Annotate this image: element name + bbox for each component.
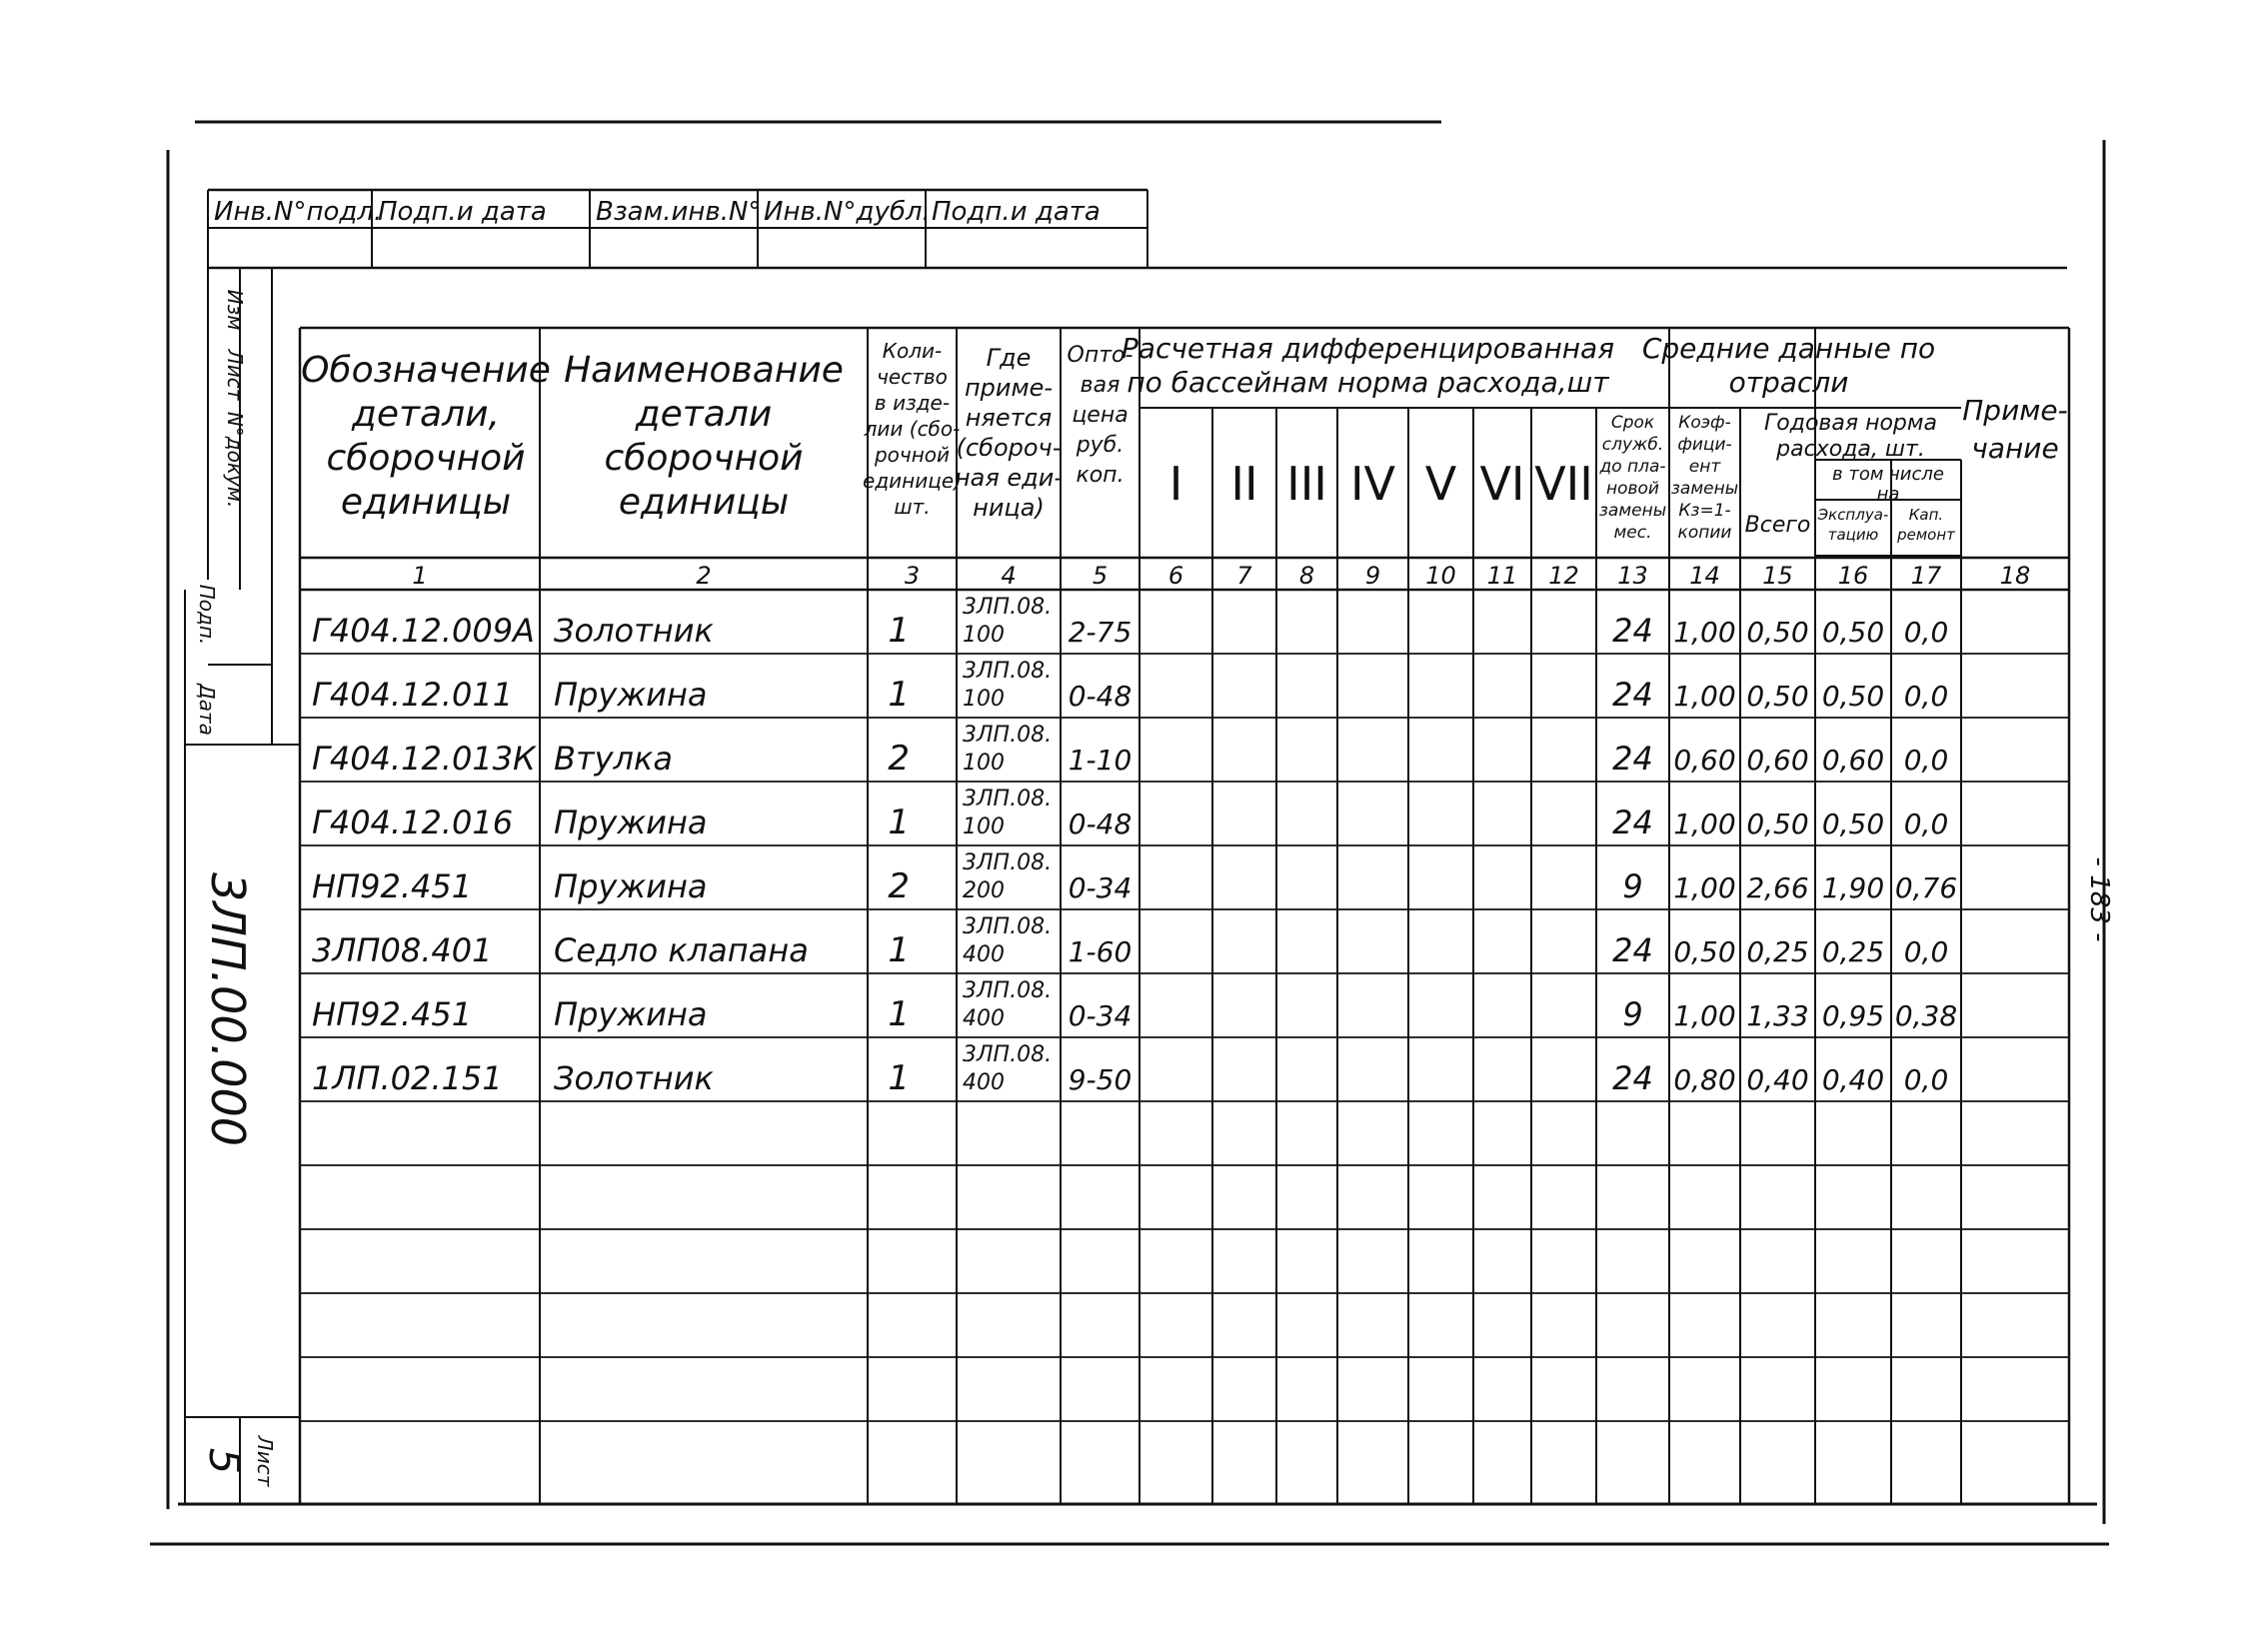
column-number: 2: [696, 562, 712, 590]
basin-roman: IV: [1349, 457, 1396, 511]
column-number: 11: [1486, 562, 1518, 590]
column-number: 9: [1364, 562, 1381, 590]
column-number: 18: [1999, 562, 2031, 590]
header-capital-repair: ремонт: [1897, 526, 1955, 544]
cell-coefficient: 1,00: [1673, 999, 1736, 1032]
cell-where-used: 100: [963, 751, 1005, 776]
header-total: Всего: [1744, 513, 1811, 538]
cell-where-used: 3ЛП.08.: [963, 659, 1053, 684]
cell-coefficient: 1,00: [1673, 616, 1736, 649]
cell-coefficient: 1,00: [1673, 871, 1736, 904]
header-name: сборочной: [604, 438, 804, 479]
strip-label: Лист: [223, 349, 247, 401]
cell-total: 0,25: [1746, 935, 1809, 968]
header-service-life: до пла-: [1599, 457, 1666, 477]
cell-name: Пружина: [554, 676, 708, 714]
cell-where-used: 100: [963, 687, 1005, 712]
cell-capital-repair: 0,38: [1894, 999, 1958, 1032]
cell-operation: 0,50: [1821, 616, 1885, 649]
header-name: Наименование: [564, 350, 844, 391]
cell-operation: 0,40: [1821, 1063, 1885, 1096]
cell-quantity: 1: [888, 1058, 910, 1098]
header-quantity: чество: [877, 365, 948, 389]
column-number: 16: [1837, 562, 1869, 590]
header-coefficient: фици-: [1677, 435, 1732, 455]
header-designation: сборочной: [326, 438, 526, 479]
cell-where-used: 400: [963, 942, 1005, 967]
cell-operation: 0,50: [1821, 680, 1885, 713]
header-coefficient: Коэф-: [1678, 413, 1731, 433]
basin-roman: VI: [1479, 457, 1525, 511]
stamp-cell-label: Подп.и дата: [932, 197, 1101, 227]
header-annual-norm: Годовая норма: [1764, 411, 1937, 436]
header-name: единицы: [618, 482, 790, 523]
cell-total: 0,50: [1746, 808, 1809, 840]
cell-operation: 0,60: [1821, 744, 1885, 777]
cell-operation: 0,25: [1821, 935, 1885, 968]
header-where-used: (сбороч-: [956, 434, 1062, 462]
top-stamp: [208, 190, 2067, 268]
cell-code: Г404.12.011: [312, 676, 514, 714]
cell-where-used: 3ЛП.08.: [963, 850, 1053, 875]
doc-number: 3ЛП.00.000: [201, 871, 255, 1147]
header-average-group: отрасли: [1728, 366, 1849, 399]
cell-where-used: 3ЛП.08.: [963, 1042, 1053, 1067]
column-number: 6: [1167, 562, 1184, 590]
page-number: - 183 -: [2084, 856, 2114, 942]
cell-where-used: 3ЛП.08.: [963, 723, 1053, 748]
cell-total: 2,66: [1746, 871, 1809, 904]
column-number: 15: [1762, 562, 1793, 590]
header-quantity: шт.: [894, 495, 931, 519]
column-number: 5: [1092, 562, 1109, 590]
cell-where-used: 400: [963, 1070, 1005, 1095]
cell-operation: 0,95: [1821, 999, 1885, 1032]
left-strip: [185, 190, 300, 1504]
cell-where-used: 3ЛП.08.: [963, 914, 1053, 939]
cell-price: 0-34: [1068, 871, 1132, 904]
cell-where-used: 400: [963, 1006, 1005, 1031]
header-name: детали: [635, 394, 773, 435]
header-operation: тацию: [1827, 526, 1879, 544]
cell-capital-repair: 0,76: [1894, 871, 1958, 904]
cell-code: Г404.12.009А: [312, 612, 535, 650]
cell-code: НП92.451: [312, 867, 473, 905]
header-price: вая: [1080, 373, 1121, 398]
header-quantity: лии (сбо-: [864, 417, 961, 441]
header-capital-repair: Кап.: [1908, 506, 1944, 524]
cell-service-life: 9: [1622, 867, 1643, 905]
table-grid: [300, 328, 2069, 1504]
table-header: [301, 332, 2068, 590]
header-coefficient: ент: [1688, 457, 1721, 477]
column-number: 10: [1425, 562, 1456, 590]
cell-where-used: 3ЛП.08.: [963, 595, 1053, 620]
basin-roman: I: [1168, 457, 1183, 511]
header-annual-norm: расхода, шт.: [1776, 437, 1925, 462]
header-service-life: новой: [1606, 479, 1659, 499]
stamp-cell-label: Взам.инв.N°: [596, 197, 762, 227]
column-number: 17: [1910, 562, 1942, 590]
header-coefficient: копии: [1677, 523, 1732, 543]
cell-coefficient: 0,50: [1673, 935, 1736, 968]
header-where-used: Где: [986, 344, 1032, 372]
header-basin-group: Расчетная дифференцированная: [1121, 332, 1615, 365]
cell-service-life: 24: [1612, 804, 1653, 841]
cell-name: Золотник: [554, 612, 714, 650]
cell-quantity: 1: [888, 675, 910, 715]
cell-where-used: 100: [963, 815, 1005, 839]
header-designation: Обозначение: [301, 350, 551, 391]
stamp-cell-label: Подп.и дата: [378, 197, 547, 227]
header-price: Опто-: [1067, 343, 1133, 368]
cell-where-used: 100: [963, 623, 1005, 648]
basin-roman: II: [1230, 457, 1258, 511]
cell-total: 0,50: [1746, 616, 1809, 649]
cell-total: 0,60: [1746, 744, 1809, 777]
cell-operation: 1,90: [1821, 871, 1885, 904]
cell-name: Пружина: [554, 867, 708, 905]
cell-code: 1ЛП.02.151: [312, 1059, 503, 1097]
cell-price: 0-48: [1068, 680, 1132, 713]
basin-roman: V: [1424, 457, 1457, 511]
header-quantity: единице): [863, 469, 962, 493]
header-including: в том числе: [1832, 464, 1944, 485]
cell-coefficient: 1,00: [1673, 808, 1736, 840]
cell-coefficient: 0,60: [1673, 744, 1736, 777]
strip-label: Изм: [223, 289, 247, 331]
header-designation: единицы: [340, 482, 512, 523]
strip-label: Подп.: [195, 584, 219, 646]
header-service-life: мес.: [1613, 523, 1652, 543]
cell-service-life: 24: [1612, 931, 1653, 969]
cell-capital-repair: 0,0: [1903, 935, 1949, 968]
cell-quantity: 1: [888, 930, 910, 970]
header-service-life: замены: [1598, 501, 1667, 521]
cell-where-used: 3ЛП.08.: [963, 978, 1053, 1003]
header-service-life: служб.: [1601, 435, 1664, 455]
cell-coefficient: 0,80: [1673, 1063, 1736, 1096]
cell-quantity: 2: [888, 866, 910, 906]
sheet-number: 5: [200, 1447, 249, 1475]
cell-code: Г404.12.016: [312, 804, 514, 841]
header-operation: Эксплуа-: [1817, 506, 1889, 524]
header-including: на: [1876, 484, 1900, 505]
header-where-used: приме-: [964, 374, 1054, 402]
header-price: цена: [1072, 403, 1128, 428]
header-where-used: ница): [973, 494, 1045, 522]
stamp-cell-label: Инв.N°дубл.: [764, 197, 931, 227]
cell-total: 0,50: [1746, 680, 1809, 713]
cell-name: Пружина: [554, 804, 708, 841]
cell-capital-repair: 0,0: [1903, 616, 1949, 649]
header-coefficient: Кз=1-: [1678, 501, 1731, 521]
basin-roman: VII: [1534, 457, 1593, 511]
column-number: 3: [904, 562, 921, 590]
strip-label: Дата: [195, 684, 219, 736]
header-basin-group: по бассейнам норма расхода,шт: [1126, 366, 1609, 399]
cell-quantity: 1: [888, 994, 910, 1034]
cell-service-life: 24: [1612, 676, 1653, 714]
header-service-life: Срок: [1610, 413, 1655, 433]
header-where-used: няется: [965, 404, 1053, 432]
cell-price: 9-50: [1068, 1063, 1132, 1096]
cell-price: 1-10: [1068, 744, 1132, 777]
column-number: 8: [1298, 562, 1315, 590]
header-average-group: Средние данные по: [1641, 332, 1936, 365]
cell-code: НП92.451: [312, 995, 473, 1033]
cell-price: 0-34: [1068, 999, 1132, 1032]
header-where-used: ная еди-: [954, 464, 1064, 492]
cell-service-life: 24: [1612, 740, 1653, 778]
cell-price: 2-75: [1068, 616, 1132, 649]
cell-service-life: 24: [1612, 612, 1653, 650]
cell-name: Золотник: [554, 1059, 714, 1097]
cell-where-used: 3ЛП.08.: [963, 787, 1053, 812]
cell-capital-repair: 0,0: [1903, 680, 1949, 713]
cell-name: Пружина: [554, 995, 708, 1033]
cell-capital-repair: 0,0: [1903, 744, 1949, 777]
cell-price: 0-48: [1068, 808, 1132, 840]
header-note: чание: [1971, 432, 2059, 465]
cell-code: Г404.12.013К: [312, 740, 536, 778]
stamp-cell-label: Инв.N°подл.: [214, 197, 383, 227]
cell-name: Втулка: [554, 740, 673, 778]
column-number: 7: [1236, 562, 1252, 590]
cell-code: 3ЛП08.401: [312, 931, 493, 969]
cell-coefficient: 1,00: [1673, 680, 1736, 713]
cell-capital-repair: 0,0: [1903, 1063, 1949, 1096]
column-number: 12: [1548, 562, 1579, 590]
cell-quantity: 1: [888, 611, 910, 651]
header-quantity: рочной: [874, 443, 951, 467]
sheet-label: Лист: [253, 1435, 277, 1487]
column-number: 14: [1689, 562, 1720, 590]
header-note: Приме-: [1962, 394, 2068, 427]
cell-service-life: 24: [1612, 1059, 1653, 1097]
header-coefficient: замены: [1670, 479, 1739, 499]
header-quantity: в изде-: [874, 391, 951, 415]
cell-capital-repair: 0,0: [1903, 808, 1949, 840]
table-body: [312, 595, 1957, 1098]
cell-quantity: 1: [888, 803, 910, 842]
basin-roman: III: [1286, 457, 1327, 511]
column-number: 1: [412, 562, 428, 590]
cell-name: Седло клапана: [554, 931, 809, 969]
column-number: 4: [1001, 562, 1017, 590]
header-price: руб.: [1076, 433, 1124, 458]
cell-operation: 0,50: [1821, 808, 1885, 840]
cell-total: 0,40: [1746, 1063, 1809, 1096]
cell-total: 1,33: [1746, 999, 1809, 1032]
cell-price: 1-60: [1068, 935, 1132, 968]
cell-service-life: 9: [1622, 995, 1643, 1033]
header-price: коп.: [1076, 463, 1124, 488]
strip-label: N°докум.: [223, 411, 247, 509]
column-number: 13: [1617, 562, 1648, 590]
header-designation: детали,: [352, 394, 500, 435]
cell-quantity: 2: [888, 739, 910, 779]
cell-where-used: 200: [963, 878, 1005, 903]
header-quantity: Коли-: [882, 339, 943, 363]
